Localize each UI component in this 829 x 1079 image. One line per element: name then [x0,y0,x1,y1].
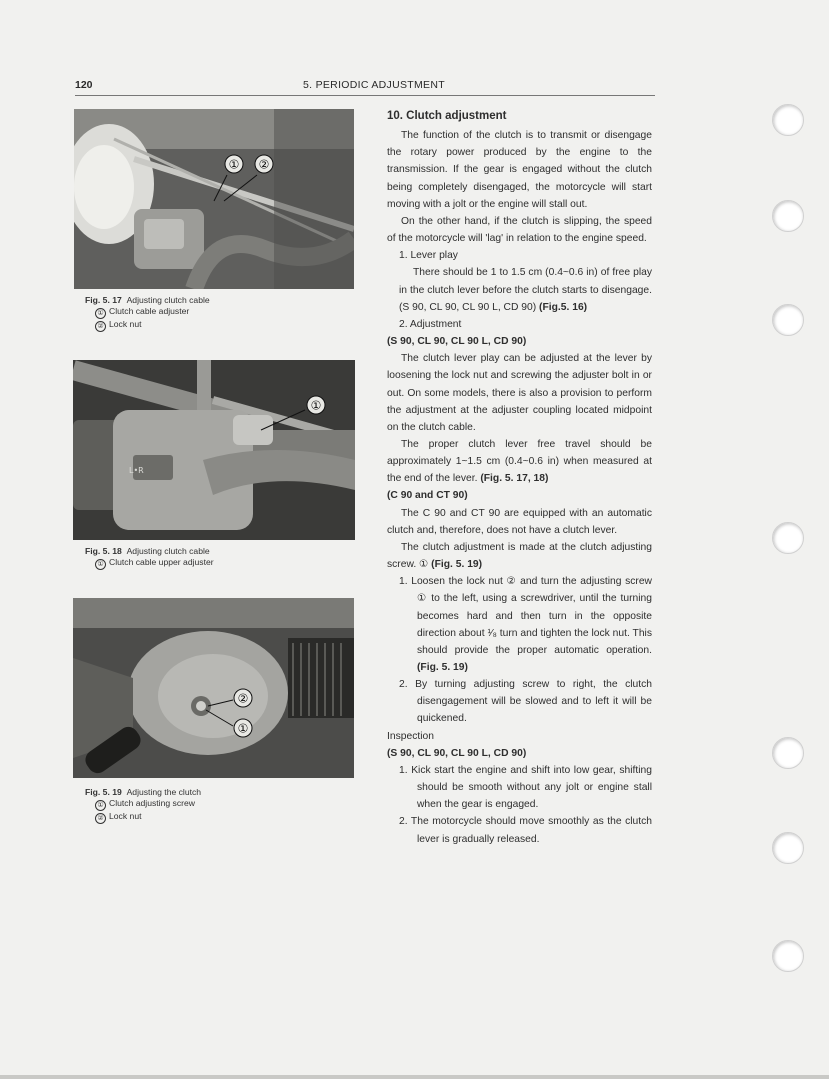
fig19-callout-2: ② [237,691,249,706]
lever-play-paragraph: There should be 1 to 1.5 cm (0.4~0.6 in) of free play in the clutch lever before the clutch starts to disengage. (S 90, CL 90, CL 90 L, CD 90) (Fig.5. 16) [399,267,652,313]
switch-label: L•R [129,466,144,475]
binder-hole [772,200,804,232]
step-2: 2. By turning adjusting screw to right, the clutch disengagement will be slowed and to left it will be quickened. [399,679,652,725]
lever-play-figure-ref: (Fig.5. 16) [539,301,588,313]
header-rule [75,95,655,96]
page-header [75,79,655,95]
fig17-callout-2: ② [258,157,270,172]
fig19-callout-1: ① [237,721,249,736]
figure-5-17-caption [85,295,210,332]
lever-play-heading: 1. Lever play [399,250,458,262]
fig17-item-2: ② Lock nut [85,319,210,332]
adjustment-heading: 2. Adjustment [399,318,462,330]
figure-5-19-photo [73,598,354,778]
figure-5-17-photo [74,109,354,289]
fig18-number: Fig. 5. 18 [85,546,122,556]
fig19-title: Adjusting the clutch [126,787,202,797]
binder-hole [772,104,804,136]
inspection-step-1: 1. Kick start the engine and shift into low gear, shifting should be smooth without any jolt or engine stall when the gear is engaged. [399,764,652,811]
body-text-column [387,108,652,848]
section-heading: 10. Clutch adjustment [387,110,507,122]
paragraph-slipping: On the other hand, if the clutch is slipping, the speed of the motorcycle will 'lag' in relation to the engine speed. [387,215,652,245]
fig19-item-1: ① Clutch adjusting screw [85,798,201,811]
binder-hole [772,522,804,554]
binder-hole [772,737,804,769]
binder-hole [772,832,804,864]
fig18-callout-1: ① [310,398,322,413]
inspection-heading: Inspection [387,730,434,742]
fig18-item-1: ① Clutch cable upper adjuster [85,557,214,570]
fig17-callout-1: ① [228,157,240,172]
paragraph-free-travel: The proper clutch lever free travel should be approximately 1~1.5 cm (0.4~0.6 in) when measured at the end of the lever. (Fig. 5. 17, 18) [387,438,652,485]
fig18-title: Adjusting clutch cable [126,546,210,556]
paragraph-lever-adjust: The clutch lever play can be adjusted at the lever by loosening the lock nut and screwing the adjuster bolt in or out. On some models, there is also a provision to perform the adjustment at the adjuster coupling located midpoint on the clutch cable. [387,353,652,433]
paragraph-adjusting-screw: The clutch adjustment is made at the clutch adjusting screw. ① (Fig. 5. 19) [387,541,652,571]
binder-hole [772,940,804,972]
models-s90-group: (S 90, CL 90, CL 90 L, CD 90) [387,336,527,348]
fig17-item-1: ① Clutch cable adjuster [85,306,210,319]
fig19-number: Fig. 5. 19 [85,787,122,797]
paragraph-function: The function of the clutch is to transmit or disengage the rotary power produced by the engine to the transmission. If the gear is engaged without the clutch being completely disengaged, the motorcycle will start moving with a jolt or the engine will stall out. [387,130,652,210]
adjusting-screw-figure-ref: (Fig. 5. 19) [431,559,483,571]
page-number: 120 [75,79,93,91]
models-c90-group: (C 90 and CT 90) [387,490,468,502]
step-1: 1. Loosen the lock nut ② and turn the adjusting screw ① to the left, using a screwdriver, until the turning becomes hard and then turn in the opposite direction about ¹⁄₈ turn and tighten the lock nut. This should provide the proper automatic operation. (Fig. 5. 19) [399,576,652,673]
binder-hole [772,304,804,336]
section-title: 5. PERIODIC ADJUSTMENT [303,79,445,91]
fig17-number: Fig. 5. 17 [85,295,122,305]
step-1-figure-ref: (Fig. 5. 19) [417,662,468,673]
fig17-title: Adjusting clutch cable [126,295,210,305]
paragraph-automatic-clutch: The C 90 and CT 90 are equipped with an automatic clutch and, therefore, does not have a clutch lever. [387,507,652,536]
figure-5-18-photo [73,360,355,540]
models-inspection-group: (S 90, CL 90, CL 90 L, CD 90) [387,747,527,759]
figure-5-18-caption [85,546,214,570]
free-travel-figure-ref: (Fig. 5. 17, 18) [480,473,549,485]
inspection-step-2: 2. The motorcycle should move smoothly as the clutch lever is gradually released. [399,816,652,845]
figure-5-19-caption [85,787,201,824]
fig19-item-2: ② Lock nut [85,811,201,824]
page-bottom-edge [0,1075,829,1079]
